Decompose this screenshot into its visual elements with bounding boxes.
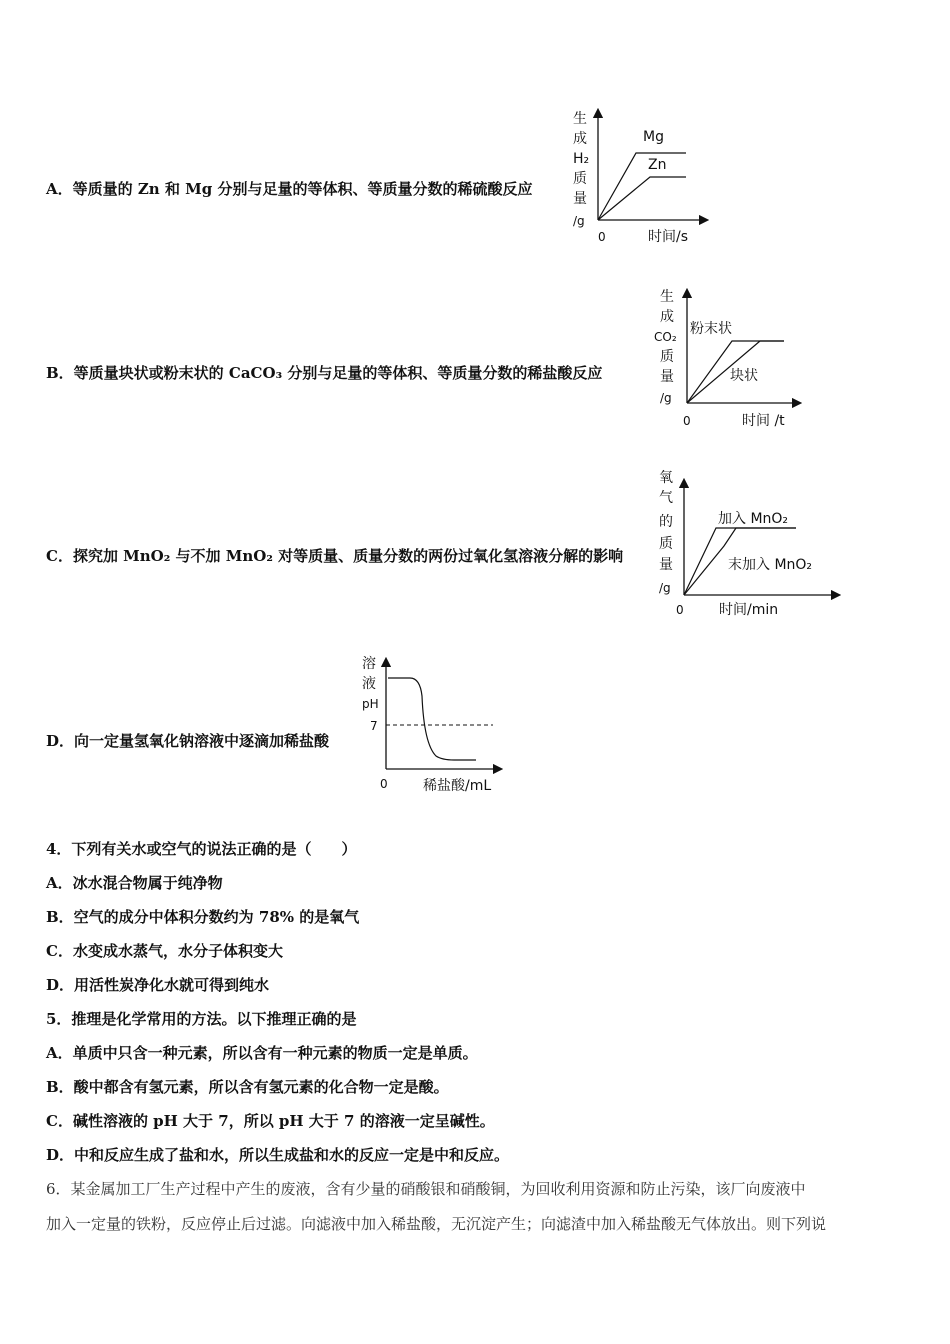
ylabel-line: 成	[660, 309, 674, 325]
series-label-with-mno2: 加入 MnO₂	[718, 511, 789, 527]
series-line-mg	[598, 153, 686, 220]
ylabel-line: 的	[659, 514, 673, 530]
series-line-ph	[388, 678, 476, 760]
ylabel-line: CO₂	[654, 330, 677, 344]
ylabel-line: 氧	[659, 470, 673, 486]
series-label-without-mno2: 末加入 MnO₂	[728, 557, 813, 573]
question-4-stem: 4．下列有关水或空气的说法正确的是（ ）	[46, 840, 357, 858]
x-axis-label: 时间/s	[648, 229, 689, 245]
series-label-powder: 粉末状	[690, 321, 732, 337]
ylabel-line: 量	[573, 191, 587, 207]
option-3c: C．探究加 MnO₂ 与不加 MnO₂ 对等质量、质量分数的两份过氧化氢溶液分解的影响	[46, 547, 624, 565]
ylabel-line: H₂	[573, 151, 590, 167]
ylabel-line: 生	[573, 111, 587, 127]
ylabel-line: 气	[659, 490, 673, 506]
ylabel-line: 成	[573, 131, 587, 147]
origin-label: 0	[683, 414, 691, 428]
ylabel-line: 质	[573, 171, 587, 187]
ylabel-line: 量	[660, 369, 674, 385]
question-5-option-b: B．酸中都含有氢元素，所以含有氢元素的化合物一定是酸。	[46, 1078, 449, 1096]
option-3a: A．等质量的 Zn 和 Mg 分别与足量的等体积、等质量分数的稀硫酸反应	[46, 180, 533, 198]
question-5-option-a: A．单质中只含一种元素，所以含有一种元素的物质一定是单质。	[46, 1044, 478, 1062]
reference-value-label: 7	[370, 719, 378, 733]
ylabel-line: /g	[660, 391, 672, 405]
ylabel-line: 液	[362, 676, 376, 692]
question-5-option-d: D．中和反应生成了盐和水，所以生成盐和水的反应一定是中和反应。	[46, 1146, 510, 1164]
series-label-zn: Zn	[648, 157, 667, 173]
ylabel-line: 生	[660, 289, 674, 305]
series-label-mg: Mg	[643, 129, 664, 145]
question-4-option-d: D．用活性炭净化水就可得到纯水	[46, 976, 270, 994]
ylabel-line: 质	[660, 349, 674, 365]
option-3d: D．向一定量氢氧化钠溶液中逐滴加稀盐酸	[46, 732, 330, 750]
ylabel-line: /g	[573, 214, 585, 228]
series-line-zn	[598, 177, 686, 220]
origin-label: 0	[676, 603, 684, 617]
graph-c	[656, 468, 841, 623]
question-4-option-b: B．空气的成分中体积分数约为 78% 的是氧气	[46, 908, 360, 926]
ylabel-line: 量	[659, 557, 673, 573]
question-5-stem: 5．推理是化学常用的方法。以下推理正确的是	[46, 1010, 357, 1028]
x-axis-label: 时间 /t	[742, 413, 785, 429]
ylabel-line: 溶	[362, 656, 376, 672]
option-3b: B．等质量块状或粉末状的 CaCO₃ 分别与足量的等体积、等质量分数的稀盐酸反应	[46, 364, 603, 382]
origin-label: 0	[380, 777, 388, 791]
question-5-option-c: C．碱性溶液的 pH 大于 7，所以 pH 大于 7 的溶液一定呈碱性。	[46, 1112, 495, 1130]
ylabel-line: 质	[659, 536, 673, 552]
graph-b	[652, 285, 802, 435]
question-6-line-2: 加入一定量的铁粉，反应停止后过滤。向滤液中加入稀盐酸，无沉淀产生；向滤渣中加入稀盐酸无气体放出。则下列说	[46, 1215, 827, 1233]
origin-label: 0	[598, 230, 606, 244]
question-6-line-1: 6．某金属加工厂生产过程中产生的废液，含有少量的硝酸银和硝酸铜，为回收利用资源和防止污染，该厂向废液中	[46, 1180, 806, 1198]
graph-d	[358, 652, 508, 797]
graph-a	[568, 105, 708, 245]
ylabel-line: /g	[659, 581, 671, 595]
ylabel-line: pH	[362, 697, 379, 711]
question-4-option-c: C．水变成水蒸气，水分子体积变大	[46, 942, 283, 960]
question-4-option-a: A．冰水混合物属于纯净物	[46, 874, 223, 892]
x-axis-label: 时间/min	[719, 602, 779, 618]
series-label-lump: 块状	[730, 368, 758, 384]
x-axis-label: 稀盐酸/mL	[423, 778, 492, 794]
